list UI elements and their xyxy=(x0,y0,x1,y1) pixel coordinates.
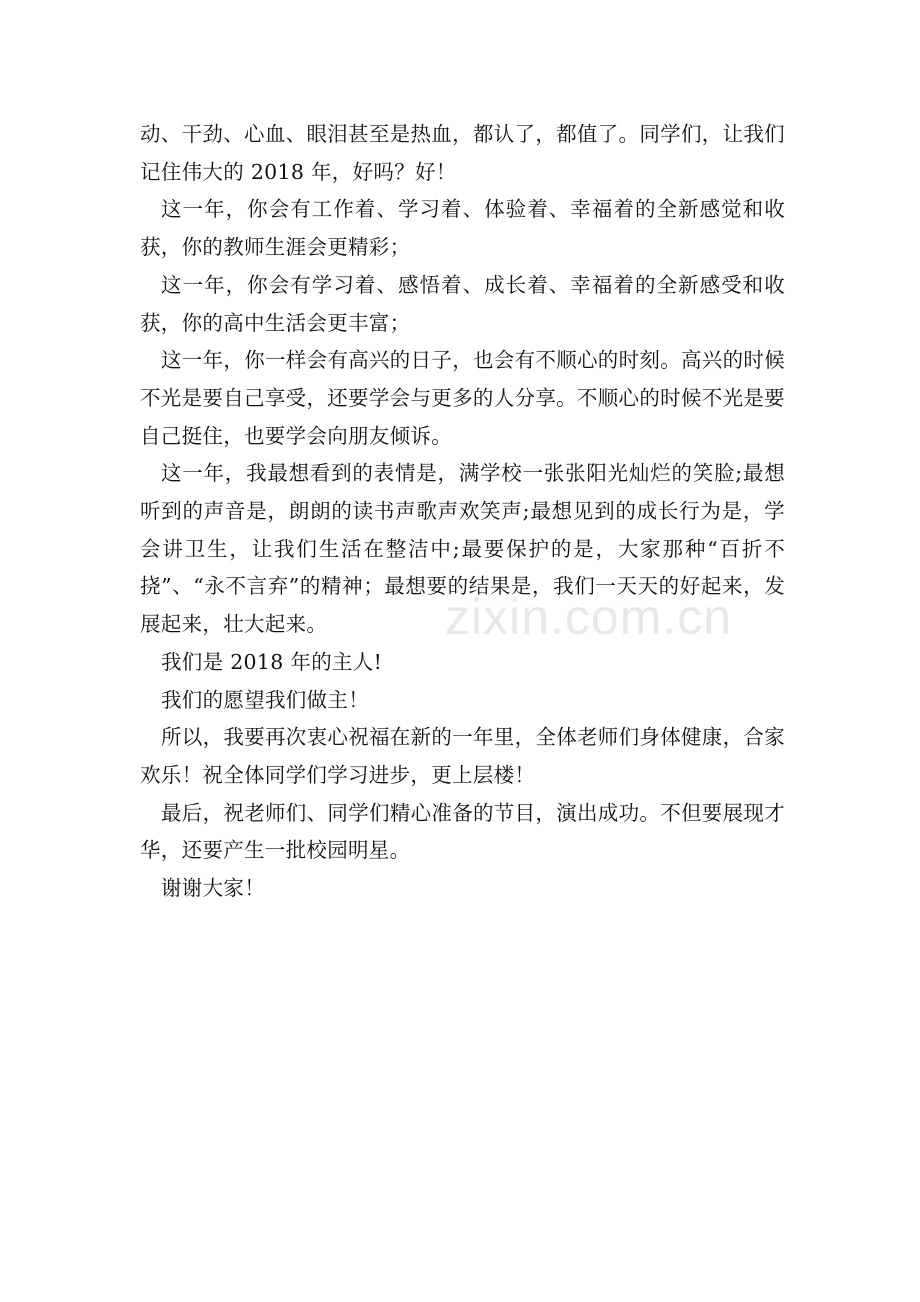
document-body xyxy=(140,116,785,908)
paragraph-blessing: 所以，我要再次衷心祝福在新的一年里，全体老师们身体健康，合家欢乐！祝全体同学们学习进步，更上层楼！ xyxy=(140,725,785,787)
paragraph-student-year: 这一年，你会有学习着、感悟着、成长着、幸福着的全新感受和收获，你的高中生活会更丰富； xyxy=(140,272,785,335)
paragraph-happy-days: 这一年，你一样会有高兴的日子，也会有不顺心的时刻。高兴的时候不光是要自己享受，还要学会与更多的人分享。不顺心的时候不光是要自己挺住，也要学会向朋友倾诉。 xyxy=(140,348,785,448)
paragraph-performance: 最后，祝老师们、同学们精心准备的节目，演出成功。不但要展现才华，还要产生一批校园明星。 xyxy=(140,800,785,863)
watermark: zixin.com.cn xyxy=(445,589,733,645)
paragraph-our-wish: 我们的愿望我们做主！ xyxy=(161,687,369,712)
paragraph-thanks: 谢谢大家！ xyxy=(161,876,265,901)
paragraph-teacher-year: 这一年，你会有工作着、学习着、体验着、幸福着的全新感觉和收获，你的教师生涯会更精彩； xyxy=(140,197,785,260)
paragraph-masters: 我们是 2018 年的主人! xyxy=(161,649,383,674)
paragraph-wishes: 这一年，我最想看到的表情是，满学校一张张阳光灿烂的笑脸;最想听到的声音是，朗朗的读书声歌声欢笑声;最想见到的成长行为是，学会讲卫生，让我们生活在整洁中;最要保护的是，大家那种“百折不挠”、“永不言弃”的精神；最想要的结果是，我们一天天的好起来，发展起来，壮大起来。 xyxy=(140,461,785,637)
paragraph-continuation: 动、干劲、心血、眼泪甚至是热血，都认了，都值了。同学们，让我们记住伟大的 2018 年，好吗？好！ xyxy=(140,122,785,184)
